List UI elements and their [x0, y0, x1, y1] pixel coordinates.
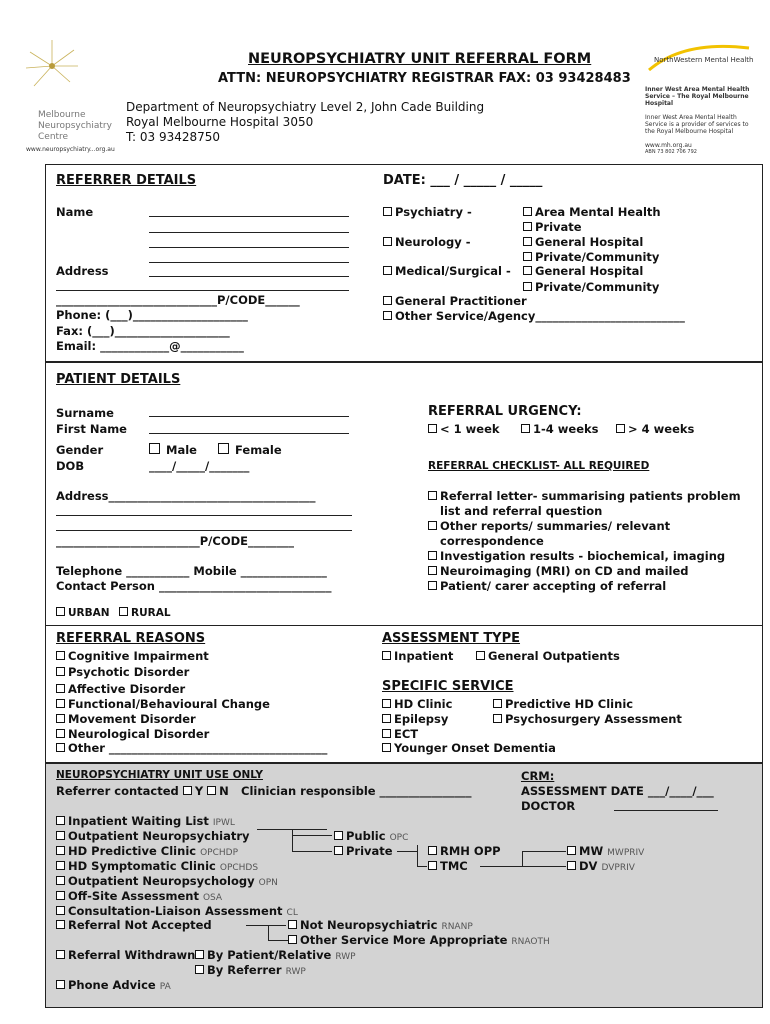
specific-heading: SPECIFIC SERVICE: [382, 679, 514, 694]
mw-option[interactable]: MW MWPRIV: [567, 844, 644, 858]
doctor-line[interactable]: [614, 810, 718, 811]
connector: [268, 940, 288, 941]
name-label: Name: [56, 205, 94, 219]
unit-withdrawn[interactable]: Referral Withdrawn: [56, 948, 195, 962]
unit-offsite[interactable]: Off-Site Assessment OSA: [56, 889, 222, 903]
referrer-phone[interactable]: Phone: (___)____________________: [56, 308, 248, 322]
connector: [292, 851, 332, 852]
private-option[interactable]: Private: [334, 844, 393, 858]
right-abn: ABN 73 802 706 792: [645, 149, 697, 155]
connector: [292, 835, 332, 836]
connector: [480, 866, 566, 867]
urgency-1-4[interactable]: 1-4 weeks: [521, 422, 599, 436]
service-other[interactable]: Other Service/Agency__________________________: [383, 309, 685, 323]
service-medical[interactable]: Medical/Surgical -: [383, 264, 511, 278]
by-referrer-option[interactable]: By Referrer RWP: [195, 963, 306, 977]
checklist-other-reports[interactable]: Other reports/ summaries/ relevant: [428, 519, 670, 533]
reasons-heading: REFERRAL REASONS: [56, 631, 206, 646]
right-block-1: Inner West Area Mental Health Service – The Royal Melbourne Hospital: [645, 86, 750, 107]
reason-neurological[interactable]: Neurological Disorder: [56, 727, 209, 741]
attn-line: ATTN: NEUROPSYCHIATRY REGISTRAR FAX: 03 93428483: [218, 71, 631, 86]
rural-checkbox[interactable]: RURAL: [119, 607, 171, 619]
sub-general-hospital-2[interactable]: General Hospital: [523, 264, 643, 278]
unit-use-heading: NEUROPSYCHIATRY UNIT USE ONLY: [56, 769, 263, 781]
sub-area-mh[interactable]: Area Mental Health: [523, 205, 661, 219]
not-neuro-option[interactable]: Not Neuropsychiatric RNANP: [288, 918, 473, 932]
date-field[interactable]: DATE: ___ / _____ / _____: [383, 173, 543, 188]
unit-hd-symptomatic[interactable]: HD Symptomatic Clinic OPCHDS: [56, 859, 258, 873]
sub-private-community-2[interactable]: Private/Community: [523, 280, 659, 294]
specific-psychosurgery[interactable]: Psychosurgery Assessment: [493, 712, 682, 726]
name-line-1[interactable]: [149, 216, 349, 217]
reason-movement[interactable]: Movement Disorder: [56, 712, 196, 726]
sub-private[interactable]: Private: [523, 220, 582, 234]
referrer-pcode[interactable]: ____________________________P/CODE______: [56, 293, 300, 307]
other-more-option[interactable]: Other Service More Appropriate RNAOTH: [288, 933, 550, 947]
patient-address-line-2[interactable]: [56, 515, 352, 516]
urgency-heading: REFERRAL URGENCY:: [428, 404, 582, 419]
patient-telephone[interactable]: Telephone ___________ Mobile _______________: [56, 564, 327, 578]
checklist-heading: REFERRAL CHECKLIST- ALL REQUIRED: [428, 460, 650, 472]
logo-right-text: NorthWestern Mental Health: [654, 56, 754, 64]
firstname-label: First Name: [56, 422, 127, 436]
name-line-3[interactable]: [149, 247, 349, 248]
address-line-1[interactable]: [149, 276, 349, 277]
patient-contact[interactable]: Contact Person ______________________________: [56, 579, 332, 593]
logo-left: [22, 36, 82, 96]
unit-not-accepted[interactable]: Referral Not Accepted: [56, 918, 212, 932]
connector: [417, 845, 418, 866]
connector: [397, 851, 417, 852]
reason-affective[interactable]: Affective Disorder: [56, 682, 185, 696]
service-psychiatry[interactable]: Psychiatry -: [383, 205, 472, 219]
address-label: Address: [56, 264, 109, 278]
unit-inpatient-waiting[interactable]: Inpatient Waiting List IPWL: [56, 814, 235, 828]
referrer-contacted[interactable]: Referrer contacted Y N: [56, 784, 229, 798]
assessment-outpatients[interactable]: General Outpatients: [476, 649, 620, 663]
patient-address[interactable]: Address____________________________________: [56, 489, 316, 503]
reason-psychotic[interactable]: Psychotic Disorder: [56, 665, 189, 679]
referrer-fax[interactable]: Fax: (___)____________________: [56, 324, 230, 338]
unit-hd-predictive[interactable]: HD Predictive Clinic OPCHDP: [56, 844, 238, 858]
name-line-2[interactable]: [149, 232, 349, 233]
dob-field[interactable]: ____/_____/_______: [149, 459, 250, 473]
name-line-4[interactable]: [149, 262, 349, 263]
hospital-line: Royal Melbourne Hospital 3050: [126, 115, 314, 129]
checklist-neuroimaging[interactable]: Neuroimaging (MRI) on CD and mailed: [428, 564, 688, 578]
reason-cognitive[interactable]: Cognitive Impairment: [56, 649, 209, 663]
specific-ect[interactable]: ECT: [382, 727, 418, 741]
specific-predictive-hd[interactable]: Predictive HD Clinic: [493, 697, 633, 711]
reason-other[interactable]: Other ______________________________________: [56, 741, 327, 755]
surname-label: Surname: [56, 406, 114, 420]
neuron-logo-icon: [22, 36, 82, 96]
sub-private-community-1[interactable]: Private/Community: [523, 250, 659, 264]
specific-hd-clinic[interactable]: HD Clinic: [382, 697, 452, 711]
specific-epilepsy[interactable]: Epilepsy: [382, 712, 448, 726]
phone-line: T: 03 93428750: [126, 130, 221, 144]
patient-pcode[interactable]: _________________________P/CODE________: [56, 534, 294, 548]
gender-label: Gender: [56, 443, 104, 457]
patient-heading: PATIENT DETAILS: [56, 372, 181, 387]
checklist-referral-letter-2: list and referral question: [440, 504, 603, 518]
unit-consultation[interactable]: Consultation-Liaison Assessment CL: [56, 904, 298, 918]
connector: [417, 866, 427, 867]
connector: [268, 925, 269, 940]
unit-phone-advice[interactable]: Phone Advice PA: [56, 978, 171, 992]
patient-address-line-3[interactable]: [56, 530, 352, 531]
dept-line: Department of Neuropsychiatry Level 2, John Cade Building: [126, 100, 485, 114]
logo-left-text: Melbourne Neuropsychiatry Centre: [38, 110, 112, 142]
specific-younger-onset[interactable]: Younger Onset Dementia: [382, 741, 556, 755]
public-option[interactable]: Public OPC: [334, 829, 408, 843]
firstname-line[interactable]: [149, 433, 349, 434]
clinician-responsible[interactable]: Clinician responsible ________________: [241, 784, 472, 798]
unit-outpatient-neuropsych[interactable]: Outpatient Neuropsychology OPN: [56, 874, 278, 888]
tmc-option[interactable]: TMC: [428, 859, 468, 873]
connector: [246, 925, 286, 926]
connector: [522, 851, 523, 866]
service-gp[interactable]: General Practitioner: [383, 294, 527, 308]
checklist-investigation[interactable]: Investigation results - biochemical, imaging: [428, 549, 725, 563]
form-title: NEUROPSYCHIATRY UNIT REFERRAL FORM: [248, 51, 592, 67]
right-web: www.mh.org.au: [645, 142, 692, 149]
urgency-gt4[interactable]: > 4 weeks: [616, 422, 694, 436]
urban-checkbox[interactable]: URBAN: [56, 607, 110, 619]
service-neurology[interactable]: Neurology -: [383, 235, 471, 249]
gender-female[interactable]: Female: [218, 443, 282, 457]
checklist-referral-letter[interactable]: Referral letter- summarising patients problem: [428, 489, 741, 503]
rmh-opp-option[interactable]: RMH OPP: [428, 844, 501, 858]
right-block-2: Inner West Area Mental Health Service is a provider of services to the Royal Melbourne Hospital: [645, 114, 749, 135]
website-left: www.neuropsychiatry...org.au: [26, 146, 115, 153]
gender-male[interactable]: Male: [149, 443, 197, 457]
assessment-date[interactable]: ASSESSMENT DATE ___/____/___: [521, 784, 714, 798]
address-line-2[interactable]: [56, 290, 349, 291]
assessment-heading: ASSESSMENT TYPE: [382, 631, 521, 646]
urgency-lt1[interactable]: < 1 week: [428, 422, 500, 436]
connector: [522, 851, 566, 852]
checklist-patient-carer[interactable]: Patient/ carer accepting of referral: [428, 579, 666, 593]
dv-option[interactable]: DV DVPRIV: [567, 859, 635, 873]
sub-general-hospital-1[interactable]: General Hospital: [523, 235, 643, 249]
checklist-other-reports-2: correspondence: [440, 534, 544, 548]
referrer-email[interactable]: Email: ____________@___________: [56, 339, 244, 353]
connector: [292, 829, 293, 851]
unit-outpatient-neuro[interactable]: Outpatient Neuropsychiatry: [56, 829, 250, 843]
doctor-label: DOCTOR: [521, 799, 576, 813]
dob-label: DOB: [56, 459, 85, 473]
surname-line[interactable]: [149, 416, 349, 417]
referrer-heading: REFERRER DETAILS: [56, 173, 197, 188]
by-patient-option[interactable]: By Patient/Relative RWP: [195, 948, 356, 962]
assessment-inpatient[interactable]: Inpatient: [382, 649, 453, 663]
crm-label: CRM:: [521, 769, 555, 783]
reason-functional[interactable]: Functional/Behavioural Change: [56, 697, 270, 711]
